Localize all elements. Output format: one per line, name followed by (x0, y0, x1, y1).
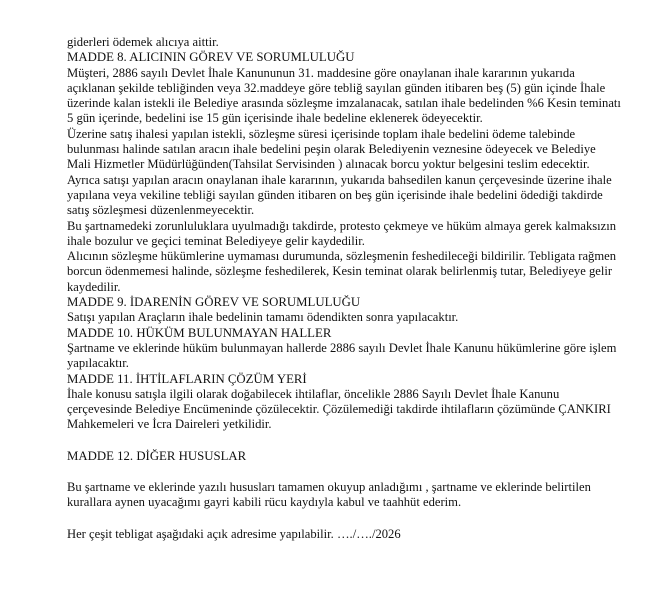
madde-8-paragraph-3: Ayrıca satışı yapılan aracın onaylanan ihale kararının, yukarıda bahsedilen kanun çerçevesinde üzerine ihale yapılana veya vekiline tebliği sayılan günden itibaren on beş gün içerisinde ihale bedelini ödediği takdirde satış sözleşmesi düzenlenmeyecektir. (67, 172, 612, 218)
madde-8-paragraph-1: Müşteri, 2886 sayılı Devlet İhale Kanununun 31. maddesine göre onaylanan ihale kararının yukarıda açıklanan şekilde tebliğinden veya 32.maddeye göre tebliğ sayılan günden itibaren beş (5) gün içinde İhale üzerinde kalan istekli ile Belediye arasında sözleşme imzalanacak, satılan ihale bedelinden %6 Kesin teminatı 5 gün içerinde, bedelini ise 15 gün içerisinde ihale bedeline eklenerek ödeyecektir. (67, 65, 621, 126)
madde-8-paragraph-4: Bu şartnamedeki zorunluluklara uyulmadığı takdirde, protesto çekmeye ve hüküm almaya gerek kalmaksızın ihale bozulur ve geçici teminat Belediyeye gelir kaydedilir. (67, 218, 617, 248)
madde-8-paragraph-2: Üzerine satış ihalesi yapılan istekli, sözleşme süresi içerisinde toplam ihale bedelini ödeme talebinde bulunması halinde satılan aracın ihale bedelini peşin olarak Belediyenin veznesine ödeyecek ve Belediye Mali Hizmetler Müdürlüğünden(Tahsilat Servisinden ) alınacak borcu yoktur belgesini teslim edecektir. (67, 126, 596, 172)
document-body (67, 35, 622, 542)
madde-12-paragraph-2: Her çeşit tebligat aşağıdaki açık adresime yapılabilir. …./…./2026 (67, 526, 401, 541)
madde-9-heading: MADDE 9. İDARENİN GÖREV VE SORUMLULUĞU (67, 295, 361, 310)
madde-11-heading: MADDE 11. İHTİLAFLARIN ÇÖZÜM YERİ (67, 371, 307, 386)
madde-12-heading: MADDE 12. DİĞER HUSUSLAR (67, 448, 247, 463)
intro-line: giderleri ödemek alıcıya aittir. (67, 35, 219, 49)
madde-12-paragraph-1: Bu şartname ve eklerinde yazılı hususları tamamen okuyup anladığımı , şartname ve eklerinde belirtilen kurallara aynen uyacağımı gayri kabili rücu kaydıyla kabul ve taahhüt ederim. (67, 480, 591, 510)
madde-10-paragraph-1: Şartname ve eklerinde hüküm bulunmayan hallerde 2886 sayılı Devlet İhale Kanunu hükümlerine göre işlem yapılacaktır. (67, 340, 617, 371)
madde-10-heading: MADDE 10. HÜKÜM BULUNMAYAN HALLER (67, 325, 332, 340)
madde-8-paragraph-5: Alıcının sözleşme hükümlerine uymaması durumunda, sözleşmenin feshedileceği bildirilir. Tebligata rağmen borcun ödenmemesi halinde, sözleşme feshedilerek, Kesin teminat olarak belirlenmiş tutar, Belediyeye gelir kaydedilir. (67, 249, 617, 294)
madde-11-paragraph-1: İhale konusu satışla ilgili olarak doğabilecek ihtilaflar, öncelikle 2886 Sayılı Devlet İhale Kanunu çerçevesinde Belediye Encümeninde çözülecektir. Çözülemediği takdirde ihtilafların çözümünde ÇANKIRI Mahkemeleri ve İcra Daireleri yetkilidir. (67, 386, 611, 432)
madde-8-heading: MADDE 8. ALICININ GÖREV VE SORUMLULUĞU (67, 50, 355, 65)
madde-9-paragraph-1: Satışı yapılan Araçların ihale bedelinin tamamı ödendikten sonra yapılacaktır. (67, 310, 459, 325)
